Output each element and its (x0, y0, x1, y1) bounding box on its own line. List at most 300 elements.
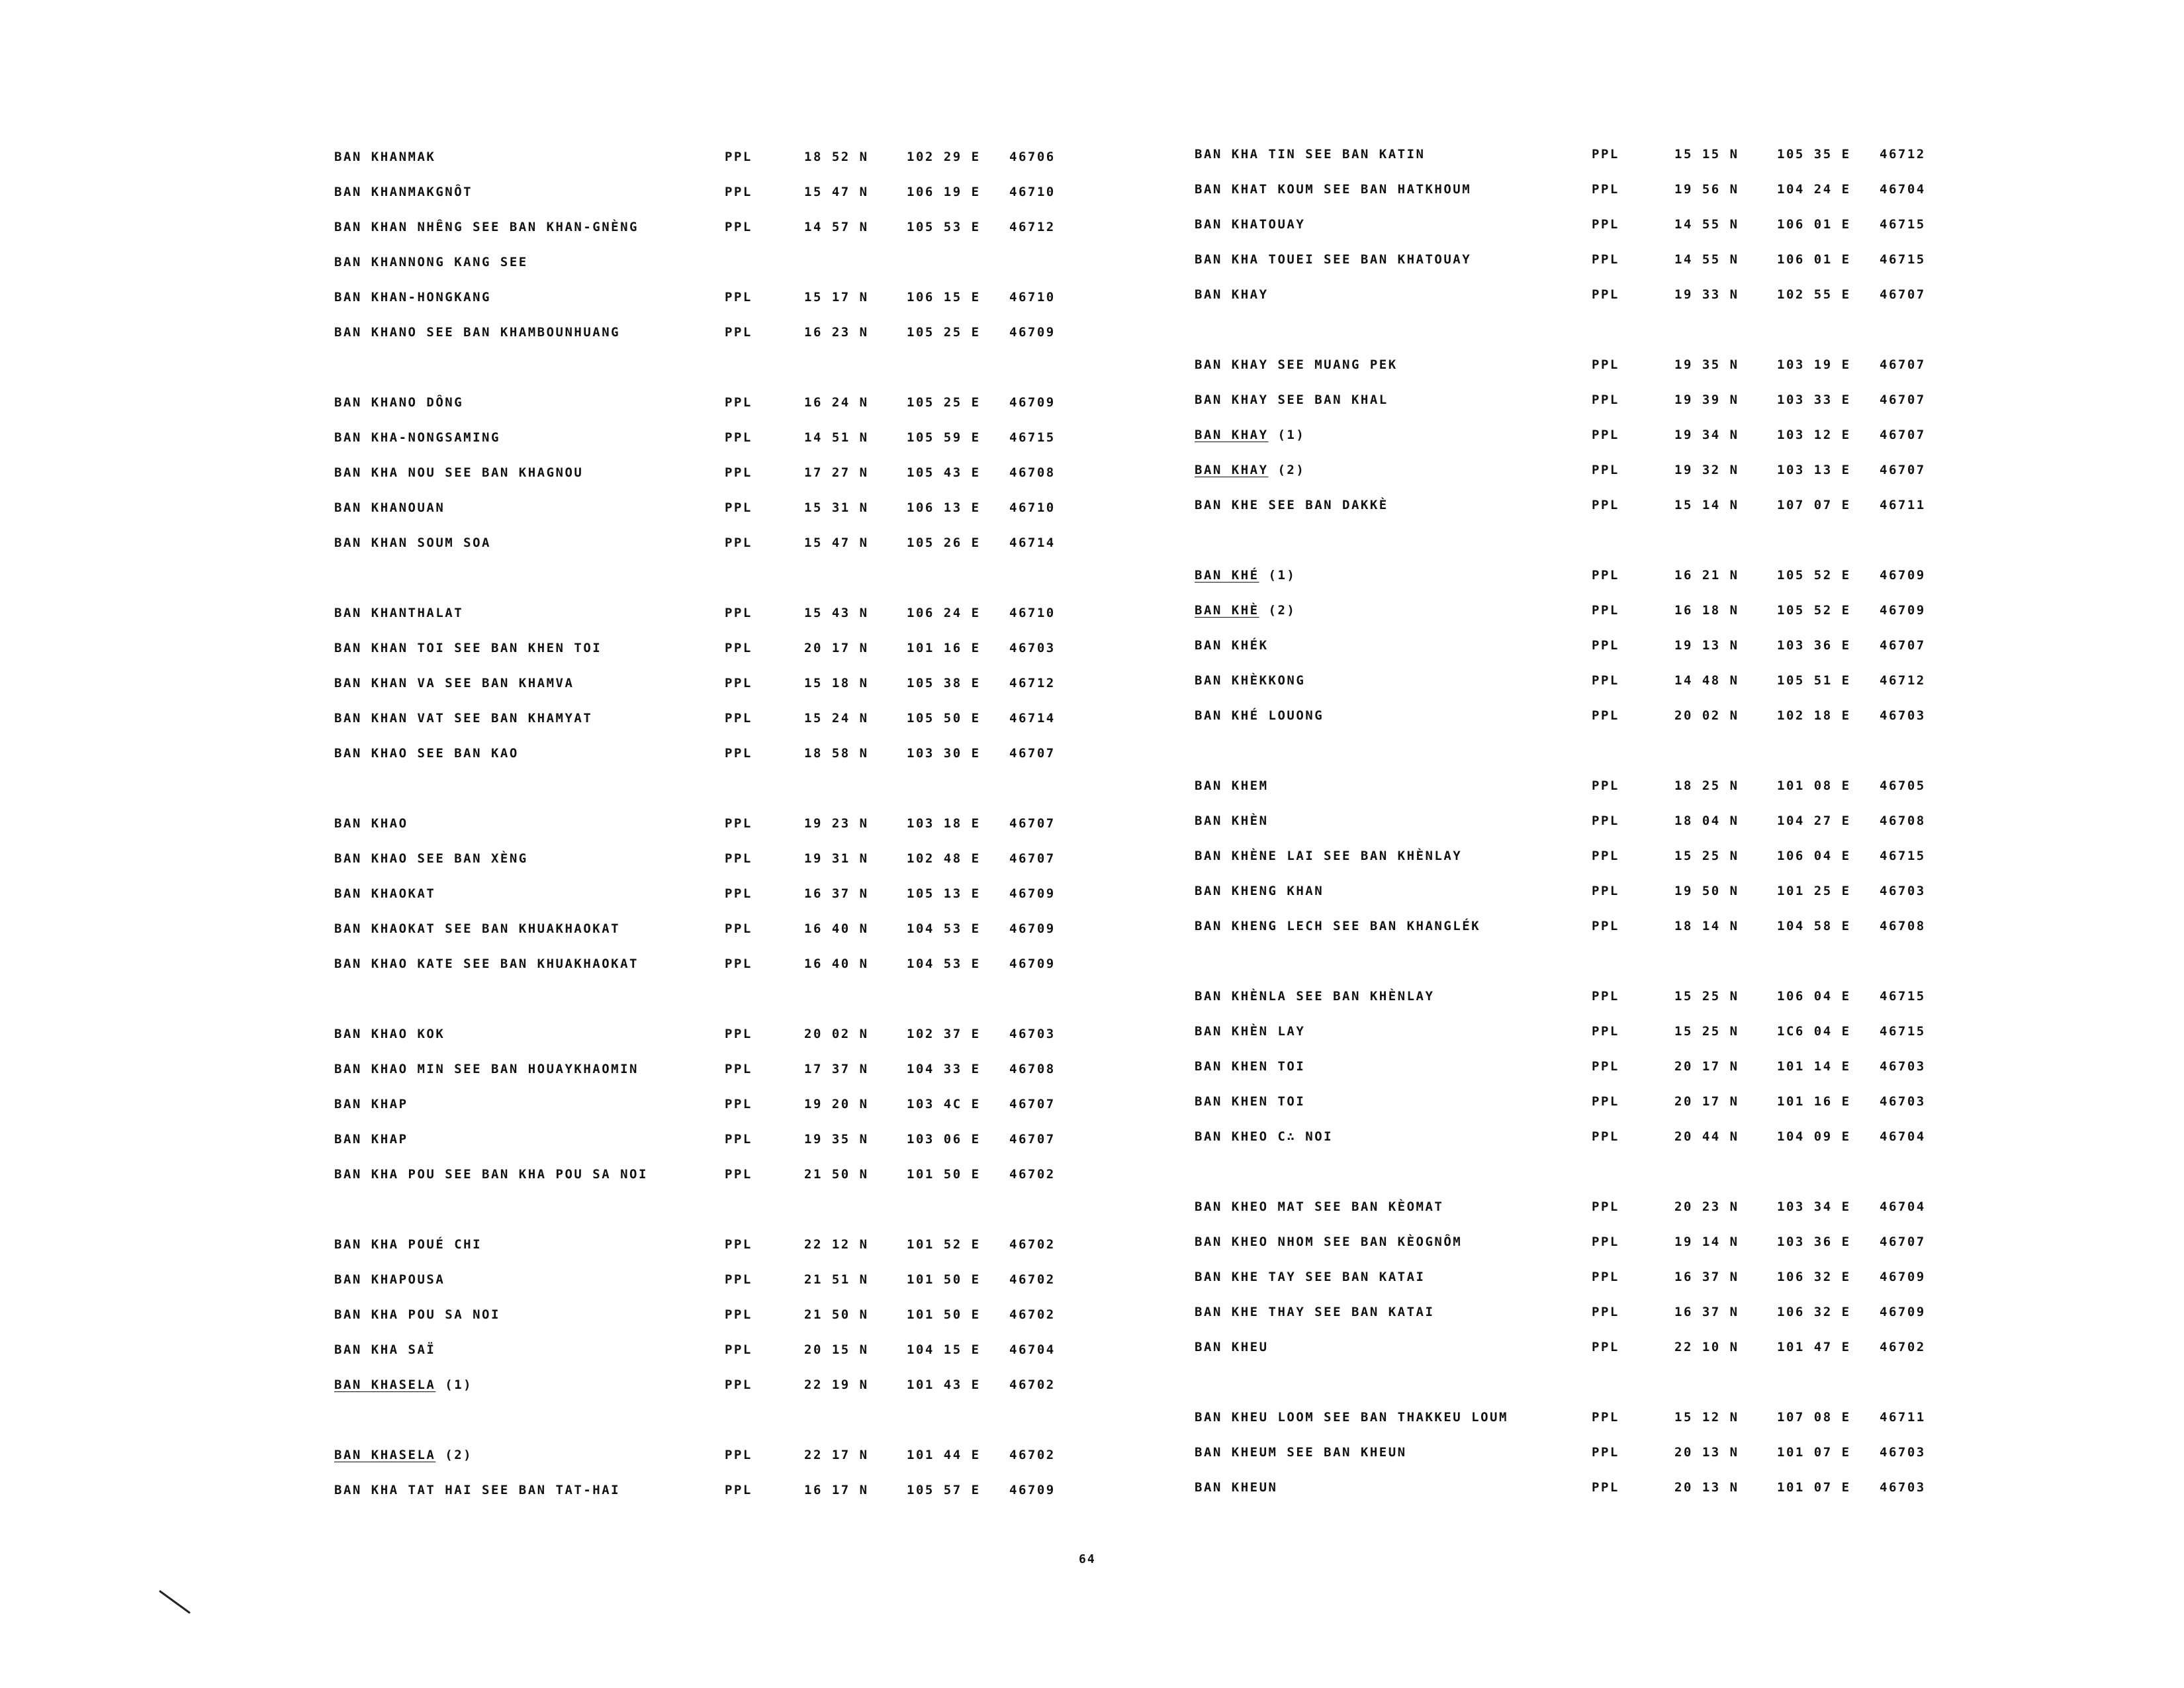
latitude: 16 18 N (1674, 603, 1739, 618)
feature-class: PPL (1592, 428, 1619, 442)
longitude: 103 36 E (1777, 1235, 1851, 1249)
longitude: 101 44 E (907, 1448, 981, 1462)
latitude: 16 21 N (1674, 568, 1739, 583)
longitude: 105 51 E (1777, 673, 1851, 688)
gazetteer-entry (334, 1442, 1128, 1468)
longitude: 103 4C E (907, 1097, 981, 1111)
gazetteer-entry (334, 249, 1128, 275)
latitude: 16 17 N (804, 1483, 869, 1497)
map-sheet-code: 46711 (1880, 498, 1926, 512)
map-sheet-code: 46709 (1009, 1483, 1056, 1497)
place-name: BAN KHEUN (1195, 1480, 1278, 1495)
place-name: BAN KHA SAÏ (334, 1342, 436, 1357)
place-name: BAN KHÈN (1195, 814, 1269, 828)
place-name: BAN KHAN VAT SEE BAN KHAMYAT (334, 711, 593, 726)
latitude: 15 25 N (1674, 1024, 1739, 1039)
place-name: BAN KHAN VA SEE BAN KHAMVA (334, 676, 574, 690)
map-sheet-code: 46707 (1880, 428, 1926, 442)
feature-class: PPL (725, 220, 752, 234)
longitude: 102 29 E (907, 150, 981, 164)
latitude: 16 40 N (804, 921, 869, 936)
latitude: 16 37 N (804, 886, 869, 901)
place-name: BAN KHAT KOUM SEE BAN HATKHOUM (1195, 182, 1472, 197)
map-sheet-code: 46709 (1880, 603, 1926, 618)
longitude: 103 19 E (1777, 357, 1851, 372)
map-sheet-code: 46709 (1880, 1270, 1926, 1284)
latitude: 15 18 N (804, 676, 869, 690)
feature-class: PPL (725, 1027, 752, 1041)
place-name: BAN KHA POU SEE BAN KHA POU SA NOI (334, 1167, 648, 1182)
gazetteer-entry (334, 319, 1128, 346)
gazetteer-entry (1195, 913, 1989, 939)
longitude: 106 24 E (907, 606, 981, 620)
longitude: 106 01 E (1777, 217, 1851, 232)
place-name: BAN KHENG KHAN (1195, 884, 1324, 898)
feature-class: PPL (725, 1097, 752, 1111)
latitude: 19 23 N (804, 816, 869, 831)
longitude: 105 43 E (907, 465, 981, 480)
gazetteer-entry (334, 179, 1128, 205)
map-sheet-code: 46704 (1009, 1342, 1056, 1357)
map-sheet-code: 46702 (1009, 1378, 1056, 1392)
place-name: BAN KHA POUÉ CHI (334, 1237, 482, 1252)
feature-class: PPL (1592, 603, 1619, 618)
place-name: BAN KHEO C∴ NOI (1195, 1129, 1334, 1144)
map-sheet-code: 46708 (1880, 814, 1926, 828)
map-sheet-code: 46702 (1009, 1272, 1056, 1287)
place-name: BAN KHÈN LAY (1195, 1024, 1306, 1039)
map-sheet-code: 46702 (1009, 1167, 1056, 1182)
place-name: BAN KHAO KATE SEE BAN KHUAKHAOKAT (334, 957, 639, 971)
latitude: 15 15 N (1674, 147, 1739, 162)
gazetteer-entry (1195, 387, 1989, 413)
place-name: BAN KHÈKKONG (1195, 673, 1306, 688)
place-name: BAN KHEUM SEE BAN KHEUN (1195, 1445, 1407, 1460)
feature-class: PPL (725, 886, 752, 901)
feature-class: PPL (725, 1272, 752, 1287)
place-name: BAN KHEO MAT SEE BAN KÈOMAT (1195, 1199, 1444, 1214)
place-name: BAN KHAO SEE BAN XÈNG (334, 851, 528, 866)
gazetteer-entry (1195, 1404, 1989, 1430)
feature-class: PPL (1592, 1235, 1619, 1249)
map-sheet-code: 46709 (1009, 325, 1056, 340)
feature-class: PPL (1592, 884, 1619, 898)
map-sheet-code: 46715 (1880, 849, 1926, 863)
map-sheet-code: 46715 (1009, 430, 1056, 445)
longitude: 105 52 E (1777, 603, 1851, 618)
place-name: BAN KHEU LOOM SEE BAN THAKKEU LOUM (1195, 1410, 1508, 1425)
feature-class: PPL (1592, 463, 1619, 477)
place-name: BAN KHASELA (2) (334, 1448, 473, 1462)
feature-class: PPL (1592, 673, 1619, 688)
place-name: BAN KHANNONG KANG SEE (334, 255, 528, 269)
gazetteer-entry (1195, 1439, 1989, 1466)
latitude: 15 47 N (804, 185, 869, 199)
feature-class: PPL (1592, 1094, 1619, 1109)
longitude: 107 07 E (1777, 498, 1851, 512)
longitude: 106 13 E (907, 500, 981, 515)
longitude: 106 01 E (1777, 252, 1851, 267)
gazetteer-entry (1195, 878, 1989, 904)
latitude: 19 20 N (804, 1097, 869, 1111)
map-sheet-code: 46703 (1880, 708, 1926, 723)
place-name: BAN KHA NOU SEE BAN KHAGNOU (334, 465, 584, 480)
place-name: BAN KHASELA (1) (334, 1378, 473, 1392)
feature-class: PPL (1592, 252, 1619, 267)
map-sheet-code: 46715 (1880, 1024, 1926, 1039)
place-name: BAN KHEO NHOM SEE BAN KÈOGNÔM (1195, 1235, 1463, 1249)
gazetteer-entry (334, 1091, 1128, 1117)
place-name: BAN KHENG LECH SEE BAN KHANGLÉK (1195, 919, 1481, 933)
longitude: 101 07 E (1777, 1480, 1851, 1495)
gazetteer-entry (1195, 843, 1989, 869)
longitude: 106 04 E (1777, 989, 1851, 1004)
latitude: 14 48 N (1674, 673, 1739, 688)
gazetteer-entry (334, 1056, 1128, 1082)
feature-class: PPL (725, 1237, 752, 1252)
longitude: 103 30 E (907, 746, 981, 761)
gazetteer-entry (1195, 667, 1989, 694)
gazetteer-entry (1195, 457, 1989, 483)
latitude: 15 12 N (1674, 1410, 1739, 1425)
gazetteer-entry (1195, 1229, 1989, 1255)
gazetteer-entry (1195, 702, 1989, 729)
gazetteer-entry (334, 845, 1128, 872)
gazetteer-entry (334, 1336, 1128, 1363)
latitude: 19 32 N (1674, 463, 1739, 477)
place-name: BAN KHAY (1) (1195, 428, 1306, 442)
gazetteer-entry (1195, 352, 1989, 378)
latitude: 14 51 N (804, 430, 869, 445)
longitude: 101 14 E (1777, 1059, 1851, 1074)
stray-pen-mark (159, 1589, 192, 1622)
longitude: 102 55 E (1777, 287, 1851, 302)
latitude: 18 25 N (1674, 778, 1739, 793)
feature-class: PPL (1592, 217, 1619, 232)
gazetteer-entry (334, 530, 1128, 556)
feature-class: PPL (725, 465, 752, 480)
longitude: 103 06 E (907, 1132, 981, 1147)
gazetteer-entry (1195, 1123, 1989, 1150)
latitude: 22 17 N (804, 1448, 869, 1462)
longitude: 105 57 E (907, 1483, 981, 1497)
page-number: 64 (1079, 1552, 1096, 1566)
map-sheet-code: 46702 (1009, 1237, 1056, 1252)
longitude: 101 08 E (1777, 778, 1851, 793)
place-name: BAN KHE TAY SEE BAN KATAI (1195, 1270, 1426, 1284)
place-name: BAN KHEM (1195, 778, 1269, 793)
place-name: BAN KHAO (334, 816, 408, 831)
longitude: 105 25 E (907, 395, 981, 410)
place-name: BAN KHE THAY SEE BAN KATAI (1195, 1305, 1435, 1319)
latitude: 21 50 N (804, 1167, 869, 1182)
latitude: 19 31 N (804, 851, 869, 866)
latitude: 19 56 N (1674, 182, 1739, 197)
latitude: 16 37 N (1674, 1270, 1739, 1284)
gazetteer-entry (334, 459, 1128, 486)
feature-class: PPL (725, 816, 752, 831)
feature-class: PPL (725, 921, 752, 936)
gazetteer-entry (334, 600, 1128, 626)
map-sheet-code: 46710 (1009, 185, 1056, 199)
feature-class: PPL (1592, 1305, 1619, 1319)
longitude: 101 50 E (907, 1167, 981, 1182)
gazetteer-entry (1195, 562, 1989, 588)
latitude: 18 04 N (1674, 814, 1739, 828)
gazetteer-entry (334, 810, 1128, 837)
place-name: BAN KHAO MIN SEE BAN HOUAYKHAOMIN (334, 1062, 639, 1076)
longitude: 106 32 E (1777, 1270, 1851, 1284)
feature-class: PPL (725, 1132, 752, 1147)
map-sheet-code: 46715 (1880, 252, 1926, 267)
latitude: 16 37 N (1674, 1305, 1739, 1319)
longitude: 105 35 E (1777, 147, 1851, 162)
place-name: BAN KHAP (334, 1097, 408, 1111)
feature-class: PPL (1592, 849, 1619, 863)
latitude: 18 58 N (804, 746, 869, 761)
feature-class: PPL (1592, 1410, 1619, 1425)
map-sheet-code: 46709 (1880, 568, 1926, 583)
latitude: 19 14 N (1674, 1235, 1739, 1249)
feature-class: PPL (1592, 287, 1619, 302)
latitude: 21 51 N (804, 1272, 869, 1287)
gazetteer-entry (334, 424, 1128, 451)
longitude: 107 08 E (1777, 1410, 1851, 1425)
feature-class: PPL (1592, 393, 1619, 407)
feature-class: PPL (725, 641, 752, 655)
map-sheet-code: 46709 (1880, 1305, 1926, 1319)
latitude: 19 13 N (1674, 638, 1739, 653)
place-name: BAN KHANMAKGNÔT (334, 185, 473, 199)
feature-class: PPL (1592, 989, 1619, 1004)
longitude: 102 37 E (907, 1027, 981, 1041)
feature-class: PPL (725, 430, 752, 445)
feature-class: PPL (1592, 498, 1619, 512)
gazetteer-entry (334, 705, 1128, 731)
longitude: 103 33 E (1777, 393, 1851, 407)
longitude: 105 59 E (907, 430, 981, 445)
gazetteer-entry (334, 1021, 1128, 1047)
feature-class: PPL (725, 1307, 752, 1322)
map-sheet-code: 46704 (1880, 1129, 1926, 1144)
gazetteer-entry (1195, 281, 1989, 308)
map-sheet-code: 46707 (1009, 1097, 1056, 1111)
feature-class: PPL (1592, 568, 1619, 583)
longitude: 101 07 E (1777, 1445, 1851, 1460)
place-name: BAN KHA TIN SEE BAN KATIN (1195, 147, 1426, 162)
map-sheet-code: 46709 (1009, 886, 1056, 901)
longitude: 104 27 E (1777, 814, 1851, 828)
map-sheet-code: 46703 (1880, 884, 1926, 898)
gazetteer-entry (334, 214, 1128, 240)
map-sheet-code: 46710 (1009, 500, 1056, 515)
map-sheet-code: 46714 (1009, 711, 1056, 726)
gazetteer-entry (1195, 176, 1989, 203)
map-sheet-code: 46707 (1880, 1235, 1926, 1249)
gazetteer-entry (334, 670, 1128, 696)
feature-class: PPL (1592, 1480, 1619, 1495)
gazetteer-entry (334, 144, 1128, 170)
map-sheet-code: 46708 (1009, 465, 1056, 480)
feature-class: PPL (725, 395, 752, 410)
map-sheet-code: 46712 (1009, 676, 1056, 690)
map-sheet-code: 46702 (1880, 1340, 1926, 1354)
place-name: BAN KHA TAT HAI SEE BAN TAT-HAI (334, 1483, 621, 1497)
longitude: 101 50 E (907, 1272, 981, 1287)
latitude: 14 55 N (1674, 217, 1739, 232)
map-sheet-code: 46702 (1009, 1448, 1056, 1462)
longitude: 104 15 E (907, 1342, 981, 1357)
place-name: BAN KHA-NONGSAMING (334, 430, 500, 445)
feature-class: PPL (725, 606, 752, 620)
gazetteer-entry (334, 494, 1128, 521)
map-sheet-code: 46710 (1009, 606, 1056, 620)
feature-class: PPL (725, 150, 752, 164)
latitude: 19 39 N (1674, 393, 1739, 407)
map-sheet-code: 46703 (1880, 1445, 1926, 1460)
longitude: 101 25 E (1777, 884, 1851, 898)
gazetteer-entry (334, 1161, 1128, 1188)
place-name: BAN KHEN TOI (1195, 1094, 1306, 1109)
feature-class: PPL (1592, 1059, 1619, 1074)
place-name: BAN KHA POU SA NOI (334, 1307, 500, 1322)
gazetteer-entry (334, 1477, 1128, 1503)
map-sheet-code: 46707 (1009, 746, 1056, 761)
map-sheet-code: 46703 (1880, 1059, 1926, 1074)
gazetteer-entry (1195, 1194, 1989, 1220)
place-name: BAN KHAN NHÊNG SEE BAN KHAN-GNÈNG (334, 220, 639, 234)
longitude: 101 50 E (907, 1307, 981, 1322)
place-name: BAN KHANO SEE BAN KHAMBOUNHUANG (334, 325, 621, 340)
longitude: 104 53 E (907, 921, 981, 936)
place-name: BAN KHE SEE BAN DAKKÈ (1195, 498, 1388, 512)
feature-class: PPL (725, 1448, 752, 1462)
longitude: 103 13 E (1777, 463, 1851, 477)
longitude: 106 32 E (1777, 1305, 1851, 1319)
gazetteer-entry (1195, 1299, 1989, 1325)
feature-class: PPL (1592, 1445, 1619, 1460)
latitude: 17 37 N (804, 1062, 869, 1076)
latitude: 20 17 N (1674, 1059, 1739, 1074)
feature-class: PPL (1592, 778, 1619, 793)
latitude: 20 13 N (1674, 1445, 1739, 1460)
latitude: 19 33 N (1674, 287, 1739, 302)
longitude: 105 53 E (907, 220, 981, 234)
latitude: 15 14 N (1674, 498, 1739, 512)
latitude: 16 23 N (804, 325, 869, 340)
gazetteer-entry (334, 1231, 1128, 1258)
place-name: BAN KHAN SOUM SOA (334, 536, 491, 550)
longitude: 104 53 E (907, 957, 981, 971)
feature-class: PPL (1592, 182, 1619, 197)
feature-class: PPL (725, 290, 752, 305)
map-sheet-code: 46707 (1009, 1132, 1056, 1147)
map-sheet-code: 46707 (1880, 393, 1926, 407)
feature-class: PPL (1592, 1024, 1619, 1039)
feature-class: PPL (1592, 638, 1619, 653)
gazetteer-entry (1195, 1053, 1989, 1080)
place-name: BAN KHÈNLA SEE BAN KHÈNLAY (1195, 989, 1435, 1004)
gazetteer-entry (1195, 597, 1989, 624)
latitude: 18 14 N (1674, 919, 1739, 933)
latitude: 20 13 N (1674, 1480, 1739, 1495)
latitude: 19 50 N (1674, 884, 1739, 898)
place-name: BAN KHANTHALAT (334, 606, 464, 620)
feature-class: PPL (1592, 1199, 1619, 1214)
feature-class: PPL (1592, 357, 1619, 372)
map-sheet-code: 46715 (1880, 217, 1926, 232)
map-sheet-code: 46704 (1880, 1199, 1926, 1214)
latitude: 19 34 N (1674, 428, 1739, 442)
map-sheet-code: 46712 (1009, 220, 1056, 234)
latitude: 17 27 N (804, 465, 869, 480)
gazetteer-entry (1195, 1018, 1989, 1045)
map-sheet-code: 46708 (1009, 1062, 1056, 1076)
gazetteer-entry (334, 1126, 1128, 1152)
gazetteer-entry (1195, 773, 1989, 799)
feature-class: PPL (725, 1483, 752, 1497)
gazetteer-entry (1195, 422, 1989, 448)
place-name: BAN KHAY SEE MUANG PEK (1195, 357, 1398, 372)
gazetteer-entry (334, 740, 1128, 767)
gazetteer-entry (334, 880, 1128, 907)
longitude: 101 47 E (1777, 1340, 1851, 1354)
longitude: 1C6 04 E (1777, 1024, 1851, 1039)
map-sheet-code: 46712 (1880, 673, 1926, 688)
place-name: BAN KHAOKAT (334, 886, 436, 901)
gazetteer-entry (334, 1301, 1128, 1328)
feature-class: PPL (725, 500, 752, 515)
latitude: 22 19 N (804, 1378, 869, 1392)
longitude: 104 33 E (907, 1062, 981, 1076)
gazetteer-entry (334, 1266, 1128, 1293)
latitude: 18 52 N (804, 150, 869, 164)
place-name: BAN KHANOUAN (334, 500, 445, 515)
feature-class: PPL (1592, 1270, 1619, 1284)
feature-class: PPL (1592, 708, 1619, 723)
map-sheet-code: 46711 (1880, 1410, 1926, 1425)
latitude: 14 57 N (804, 220, 869, 234)
place-name: BAN KHAY (1195, 287, 1269, 302)
gazetteer-entry (334, 915, 1128, 942)
feature-class: PPL (725, 676, 752, 690)
feature-class: PPL (725, 711, 752, 726)
latitude: 20 17 N (804, 641, 869, 655)
gazetteer-entry (1195, 492, 1989, 518)
feature-class: PPL (1592, 1129, 1619, 1144)
latitude: 20 02 N (804, 1027, 869, 1041)
feature-class: PPL (1592, 147, 1619, 162)
gazetteer-entry (1195, 141, 1989, 167)
latitude: 15 43 N (804, 606, 869, 620)
map-sheet-code: 46709 (1009, 395, 1056, 410)
feature-class: PPL (725, 1342, 752, 1357)
map-sheet-code: 46704 (1880, 182, 1926, 197)
place-name: BAN KHÉK (1195, 638, 1269, 653)
map-sheet-code: 46702 (1009, 1307, 1056, 1322)
longitude: 101 16 E (907, 641, 981, 655)
gazetteer-entry (1195, 1334, 1989, 1360)
feature-class: PPL (725, 1062, 752, 1076)
place-name: BAN KHA TOUEI SEE BAN KHATOUAY (1195, 252, 1472, 267)
map-sheet-code: 46703 (1009, 641, 1056, 655)
latitude: 19 35 N (1674, 357, 1739, 372)
map-sheet-code: 46706 (1009, 150, 1056, 164)
feature-class: PPL (725, 536, 752, 550)
longitude: 103 36 E (1777, 638, 1851, 653)
map-sheet-code: 46707 (1009, 816, 1056, 831)
gazetteer-entry (1195, 1264, 1989, 1290)
